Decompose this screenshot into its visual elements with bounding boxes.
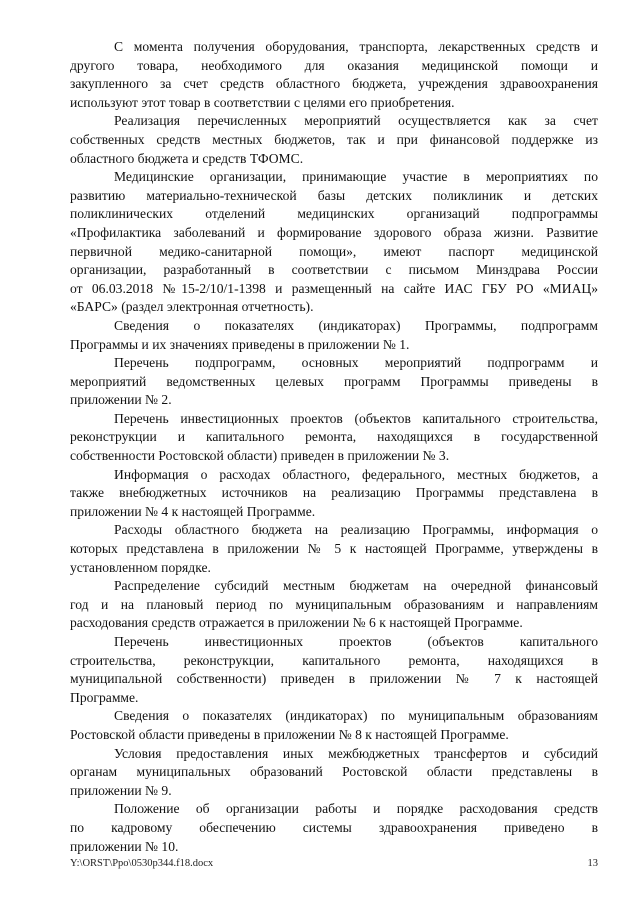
text-line: Расходы областного бюджета на реализацию Программы, информация о [114,522,598,538]
text-line: собственности Ростовской области) приведен в приложении № 3. [70,448,450,464]
text-line: Перечень подпрограмм, основных мероприятий подпрограмм и [114,355,598,371]
text-line: органам муниципальных образований Ростовской области представлены в [70,764,598,780]
text-line: областного бюджета и средств ТФОМС. [70,150,304,166]
text-line: от 06.03.2018 №15-2/10/1-1398 и размещенный на сайте ИАС ГБУ РО «МИАЦ» [70,280,598,296]
text-line: приложении № 9. [70,782,172,798]
text-line: которых представлена в приложении № 5 к настоящей Программе, утверждены в [70,541,598,557]
text-line: расходования средств отражается в приложении № 6 к настоящей Программе. [70,615,523,631]
text-line: установленном порядке. [70,559,211,575]
text-line: Сведения о показателях (индикаторах) по муниципальным образованиям [114,708,598,724]
text-line: Перечень инвестиционных проектов (объектов капитального строительства, [114,410,598,426]
text-line: приложении № 4 к настоящей Программе. [70,503,316,519]
paragraph [70,707,598,744]
text-line: Условия предоставления иных межбюджетных трансфертов и субсидий [114,745,598,761]
paragraph [70,112,598,168]
text-line: поликлинических отделений медицинских организаций подпрограммы [70,206,598,222]
text-line: первичной медико-санитарной помощи», имеют паспорт медицинской [70,243,598,259]
text-line: по кадровому обеспечению системы здравоохранения приведено в [70,819,598,835]
text-line: Перечень инвестиционных проектов (объектов капитального [114,634,598,649]
text-line: муниципальной собственности) приведен в приложении № 7 к настоящей [70,671,598,687]
text-line: развитию материально-технической базы детских поликлиник и детских [70,187,598,203]
paragraph [70,317,598,354]
paragraph [70,633,598,707]
document-body [70,38,598,856]
text-line: приложении № 2. [70,392,172,408]
text-line: строительства, реконструкции, капитального ремонта, находящихся в [70,652,598,668]
text-line: Распределение субсидий местным бюджетам на очередной финансовый [114,578,598,594]
footer-file-path: Y:\ORST\Ppo\0530p344.f18.docx [70,858,214,869]
paragraph [70,38,598,112]
text-line: С момента получения оборудования, транспорта, лекарственных средств и [114,39,598,54]
text-line: Сведения о показателях (индикаторах) Программы, подпрограмм [114,317,598,333]
text-line: другого товара, необходимого для оказания медицинской помощи и [70,57,598,73]
paragraph [70,410,598,466]
page-number: 13 [587,858,598,869]
text-line: Информация о расходах областного, федерального, местных бюджетов, а [114,466,598,482]
text-line: Программе. [70,689,139,705]
text-line: «БАРС» (раздел электронная отчетность). [70,299,314,315]
text-line: год и на плановый период по муниципальным образованиям и направлениям [70,596,598,612]
text-line: «Профилактика заболеваний и формирование здорового образа жизни. Развитие [70,224,598,240]
text-line: закупленного за счет средств областного бюджета, учреждения здравоохранения [70,76,598,92]
text-line: Положение об организации работы и порядке расходования средств [114,801,598,817]
text-line: также внебюджетных источников на реализацию Программы представлена в [70,485,598,501]
paragraph [70,466,598,522]
text-line: Ростовской области приведены в приложении № 8 к настоящей Программе. [70,726,509,742]
text-line: Реализация перечисленных мероприятий осуществляется как за счет [114,113,598,129]
text-line: организации, разработанный в соответствии с письмом Минздрава России [70,262,598,278]
paragraph [70,168,598,317]
text-line: мероприятий ведомственных целевых программ Программы приведены в [70,373,598,389]
text-line: Программы и их значениях приведены в приложении № 1. [70,336,410,352]
paragraph [70,745,598,801]
paragraph [70,354,598,410]
paragraph [70,800,598,856]
text-line: приложении № 10. [70,838,179,854]
text-line: используют этот товар в соответствии с целями его приобретения. [70,94,455,110]
text-line: реконструкции и капитального ремонта, находящихся в государственной [70,429,598,445]
paragraph [70,521,598,577]
text-line: собственных средств местных бюджетов, так и при финансовой поддержке из [70,131,598,147]
text-line: Медицинские организации, принимающие участие в мероприятиях по [114,169,598,185]
paragraph [70,577,598,633]
